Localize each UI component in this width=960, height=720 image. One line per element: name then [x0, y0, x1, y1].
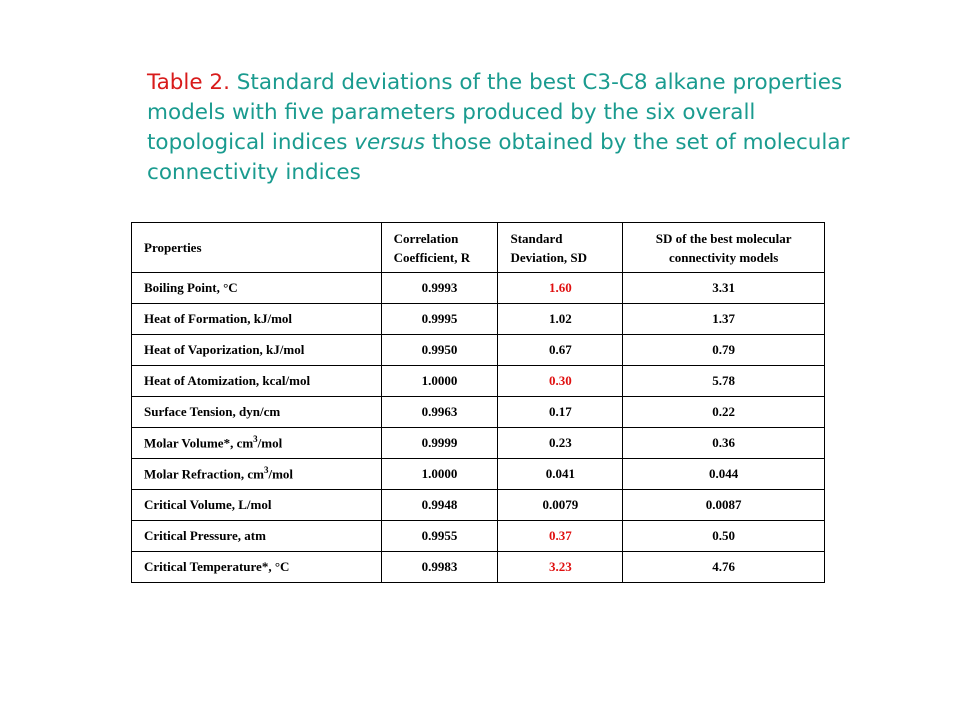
- caption-italic-word: versus: [354, 130, 426, 155]
- correlation-cell: 0.9948: [381, 490, 498, 521]
- header-standard-deviation: Standard Deviation, SD: [498, 223, 623, 273]
- property-cell: Critical Temperature*, °C: [132, 552, 382, 583]
- properties-table: [131, 222, 825, 583]
- table-row: [132, 521, 825, 552]
- correlation-cell: 0.9955: [381, 521, 498, 552]
- table-row: [132, 273, 825, 304]
- table-row: [132, 552, 825, 583]
- connectivity-sd-cell: 0.50: [623, 521, 825, 552]
- correlation-cell: 0.9983: [381, 552, 498, 583]
- standard-deviation-cell: 3.23: [498, 552, 623, 583]
- table-row: [132, 366, 825, 397]
- table-row: [132, 459, 825, 490]
- property-cell: Critical Pressure, atm: [132, 521, 382, 552]
- correlation-cell: 0.9995: [381, 304, 498, 335]
- property-cell: Heat of Atomization, kcal/mol: [132, 366, 382, 397]
- standard-deviation-cell: 0.0079: [498, 490, 623, 521]
- header-properties: Properties: [132, 223, 382, 273]
- connectivity-sd-cell: 5.78: [623, 366, 825, 397]
- standard-deviation-cell: 0.23: [498, 428, 623, 459]
- caption-text-part2: those obtained by the set of molecular connectivity indices: [147, 130, 850, 185]
- connectivity-sd-cell: 4.76: [623, 552, 825, 583]
- standard-deviation-cell: 1.02: [498, 304, 623, 335]
- table-row: [132, 397, 825, 428]
- standard-deviation-cell: 0.17: [498, 397, 623, 428]
- table-row: [132, 335, 825, 366]
- standard-deviation-cell: 0.67: [498, 335, 623, 366]
- correlation-cell: 0.9950: [381, 335, 498, 366]
- property-cell: Boiling Point, °C: [132, 273, 382, 304]
- property-cell: Heat of Formation, kJ/mol: [132, 304, 382, 335]
- standard-deviation-cell: 0.30: [498, 366, 623, 397]
- header-connectivity-sd: SD of the best molecular connectivity models: [623, 223, 825, 273]
- table-row: [132, 304, 825, 335]
- connectivity-sd-cell: 0.044: [623, 459, 825, 490]
- caption-text-part1: Standard deviations of the best C3-C8 alkane properties models with five parameters produced by the six overall topological indices: [147, 70, 843, 155]
- correlation-cell: 1.0000: [381, 366, 498, 397]
- connectivity-sd-cell: 3.31: [623, 273, 825, 304]
- table-row: [132, 490, 825, 521]
- connectivity-sd-cell: 1.37: [623, 304, 825, 335]
- connectivity-sd-cell: 0.79: [623, 335, 825, 366]
- property-cell: Critical Volume, L/mol: [132, 490, 382, 521]
- standard-deviation-cell: 1.60: [498, 273, 623, 304]
- property-cell: Heat of Vaporization, kJ/mol: [132, 335, 382, 366]
- table-header-row: [132, 223, 825, 273]
- caption-lead: Table 2.: [147, 70, 230, 95]
- property-cell: Surface Tension, dyn/cm: [132, 397, 382, 428]
- correlation-cell: 1.0000: [381, 459, 498, 490]
- header-correlation: Correlation Coefficient, R: [381, 223, 498, 273]
- standard-deviation-cell: 0.041: [498, 459, 623, 490]
- correlation-cell: 0.9999: [381, 428, 498, 459]
- table-row: [132, 428, 825, 459]
- connectivity-sd-cell: 0.22: [623, 397, 825, 428]
- connectivity-sd-cell: 0.36: [623, 428, 825, 459]
- connectivity-sd-cell: 0.0087: [623, 490, 825, 521]
- correlation-cell: 0.9963: [381, 397, 498, 428]
- property-cell: Molar Volume*, $cm^3$/mol: [132, 428, 382, 459]
- property-cell: Molar Refraction, $cm^3$/mol: [132, 459, 382, 490]
- table-caption: [147, 68, 867, 188]
- correlation-cell: 0.9993: [381, 273, 498, 304]
- standard-deviation-cell: 0.37: [498, 521, 623, 552]
